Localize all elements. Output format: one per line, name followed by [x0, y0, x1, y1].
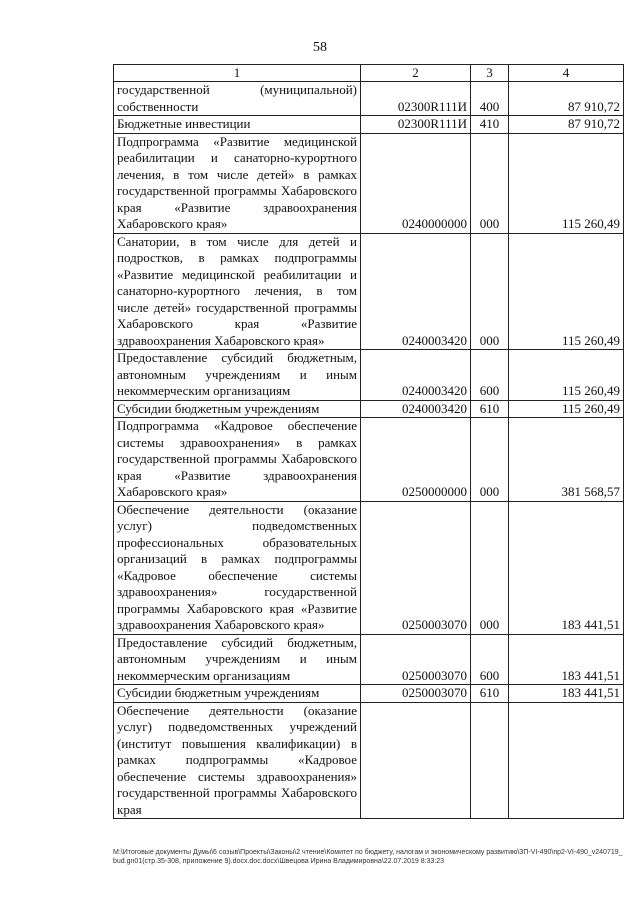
row-kind: 600 [471, 634, 509, 685]
row-sum: 115 260,49 [509, 133, 624, 233]
row-sum [509, 702, 624, 819]
row-kind: 000 [471, 418, 509, 502]
page-number: 58 [313, 40, 327, 55]
table-row [114, 418, 624, 502]
table-row [114, 685, 624, 703]
table-row [114, 82, 624, 116]
document-path-footer: M:\Итоговые документы Думы\6 созыв\Проекты\Законы\2 чтение\Комитет по бюджету, налогам и экономическому развитию\ЗП-VI-490\пр2-VI-490_v240719_bud.gn01(стр.35-308, приложение 9).docx.doc.docx\Швецова Ирина Владимировна\22.07.2019 8:33:23 [113, 849, 623, 865]
column-header-2: 2 [361, 65, 471, 82]
row-code: 0250003070 [361, 634, 471, 685]
table-row [114, 233, 624, 350]
row-kind [471, 702, 509, 819]
row-code: 0240003420 [361, 400, 471, 418]
row-name: Обеспечение деятельности (оказание услуг) подведомственных профессиональных образовательных организаций в рамках подпрограммы «Кадровое обеспечение системы здравоохранения» государственной программы Хабаровского края «Развитие здравоохранения Хабаровского края» [114, 501, 361, 634]
row-name: Подпрограмма «Кадровое обеспечение системы здравоохранения» в рамках государственной программы Хабаровского края «Развитие здравоохранения Хабаровского края» [114, 418, 361, 502]
row-code: 0240000000 [361, 133, 471, 233]
row-code: 0250003070 [361, 501, 471, 634]
row-name: Подпрограмма «Развитие медицинской реабилитации и санаторно-курортного лечения, в том числе детей» в рамках государственной программы Хабаровского края «Развитие здравоохранения Хабаровского края» [114, 133, 361, 233]
row-sum: 87 910,72 [509, 116, 624, 134]
row-kind: 000 [471, 233, 509, 350]
row-kind: 410 [471, 116, 509, 134]
row-kind: 610 [471, 685, 509, 703]
row-code: 0240003420 [361, 350, 471, 401]
row-code: 0250003070 [361, 685, 471, 703]
row-code: 0240003420 [361, 233, 471, 350]
row-sum: 183 441,51 [509, 685, 624, 703]
row-kind: 400 [471, 82, 509, 116]
row-name: Бюджетные инвестиции [114, 116, 361, 134]
row-code: 02300R111И [361, 82, 471, 116]
row-sum: 183 441,51 [509, 501, 624, 634]
row-code: 0250000000 [361, 418, 471, 502]
column-header-3: 3 [471, 65, 509, 82]
row-name: Субсидии бюджетным учреждениям [114, 400, 361, 418]
row-sum: 381 568,57 [509, 418, 624, 502]
table-row [114, 350, 624, 401]
table-row [114, 634, 624, 685]
row-sum: 87 910,72 [509, 82, 624, 116]
table-header-row [114, 65, 624, 82]
table-row [114, 702, 624, 819]
row-sum: 115 260,49 [509, 233, 624, 350]
row-name: Предоставление субсидий бюджетным, автономным учреждениям и иным некоммерческим организациям [114, 350, 361, 401]
row-name: государственной (муниципальной) собственности [114, 82, 361, 116]
column-header-4: 4 [509, 65, 624, 82]
row-code [361, 702, 471, 819]
table-row [114, 501, 624, 634]
row-name: Обеспечение деятельности (оказание услуг) подведомственных учреждений (институт повышения квалификации) в рамках подпрограммы «Кадровое обеспечение системы здравоохранения» государственной программы Хабаровского края [114, 702, 361, 819]
row-sum: 115 260,49 [509, 350, 624, 401]
column-header-1: 1 [114, 65, 361, 82]
budget-table [113, 64, 624, 819]
row-sum: 115 260,49 [509, 400, 624, 418]
table-row [114, 133, 624, 233]
row-name: Субсидии бюджетным учреждениям [114, 685, 361, 703]
row-sum: 183 441,51 [509, 634, 624, 685]
row-kind: 000 [471, 133, 509, 233]
table-row [114, 400, 624, 418]
row-name: Санатории, в том числе для детей и подростков, в рамках подпрограммы «Развитие медицинской реабилитации и санаторно-курортного лечения, в том числе детей» государственной программы Хабаровского края «Развитие здравоохранения Хабаровского края» [114, 233, 361, 350]
row-kind: 000 [471, 501, 509, 634]
row-kind: 610 [471, 400, 509, 418]
row-kind: 600 [471, 350, 509, 401]
table-row [114, 116, 624, 134]
row-code: 02300R111И [361, 116, 471, 134]
row-name: Предоставление субсидий бюджетным, автономным учреждениям и иным некоммерческим организациям [114, 634, 361, 685]
